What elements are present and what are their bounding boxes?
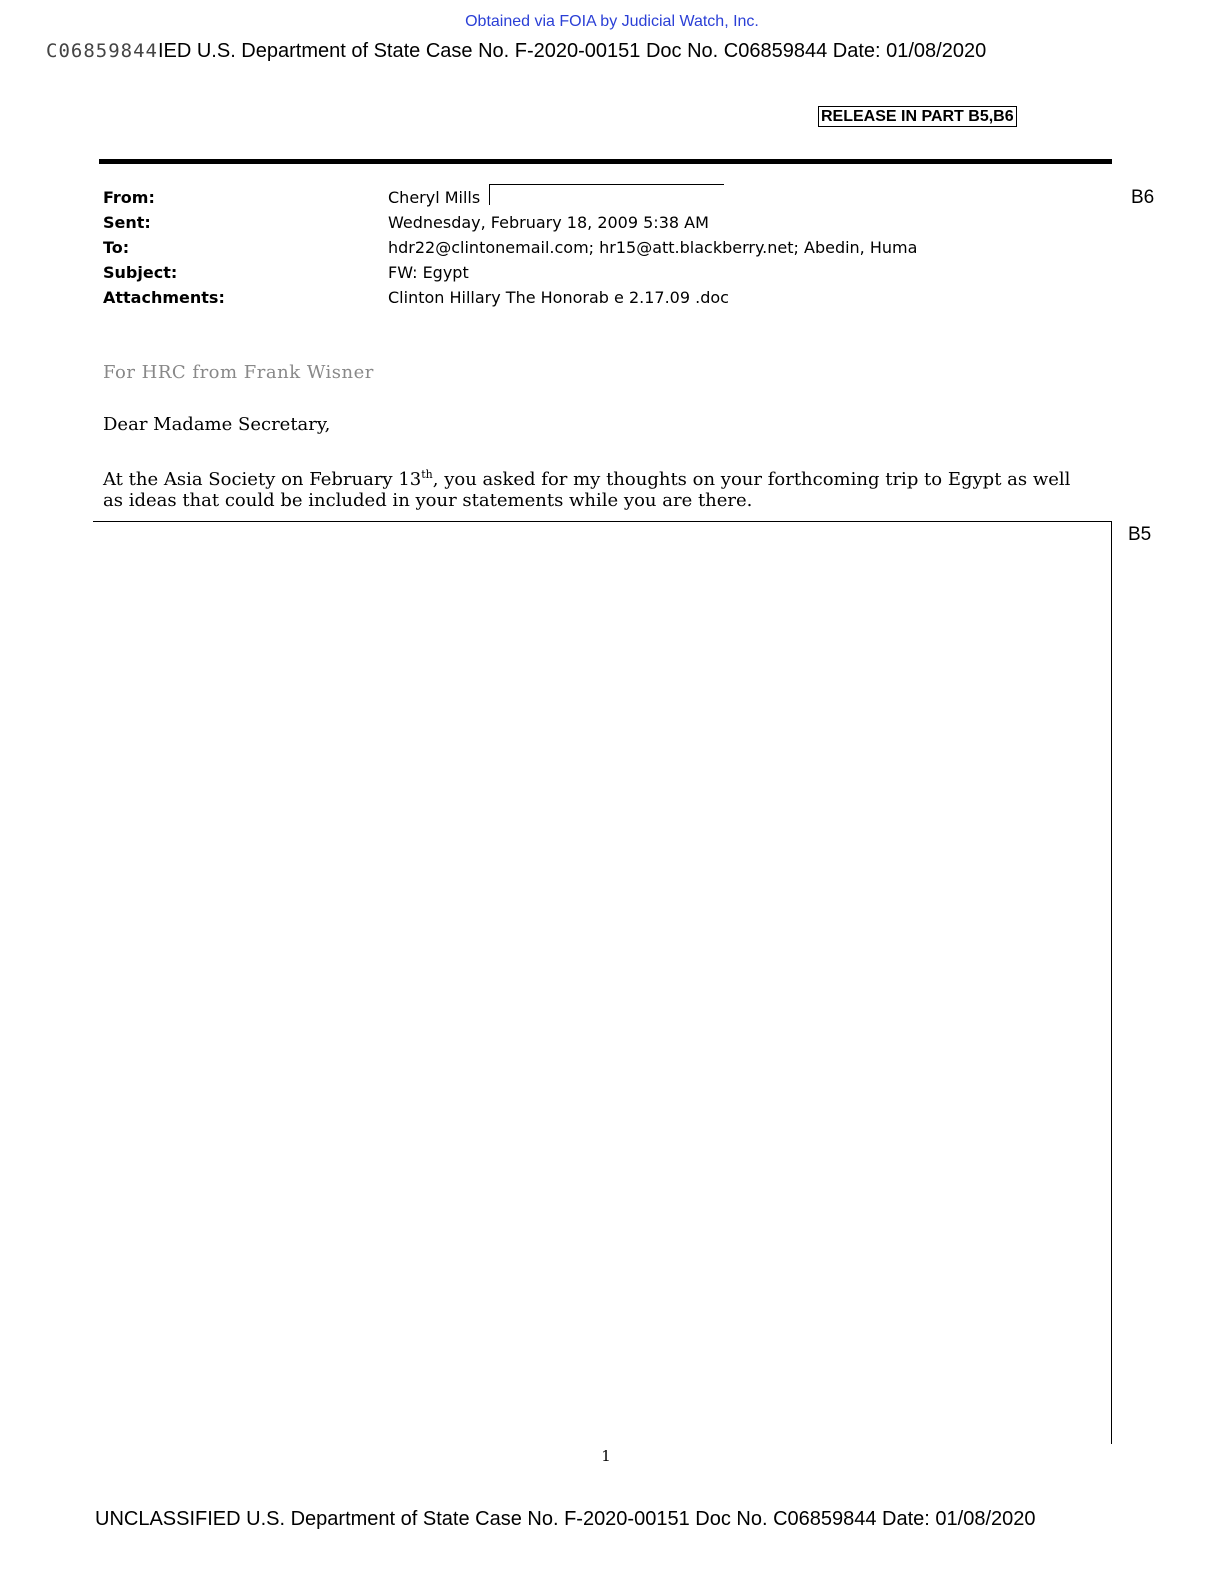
page-number: 1 — [601, 1447, 611, 1465]
to-label: To: — [103, 238, 130, 257]
sent-value: Wednesday, February 18, 2009 5:38 AM — [388, 213, 709, 232]
redaction-region-b5 — [93, 521, 1112, 1444]
paragraph-line-1-a: At the Asia Society on February 13 — [103, 469, 422, 490]
redaction-code-b6: B6 — [1131, 187, 1155, 208]
header-divider — [99, 159, 1112, 164]
attachments-label: Attachments: — [103, 288, 225, 307]
redaction-code-b5: B5 — [1128, 524, 1152, 545]
salutation: Dear Madame Secretary, — [103, 414, 331, 435]
subject-value: FW: Egypt — [388, 263, 469, 282]
sent-label: Sent: — [103, 213, 151, 232]
subject-label: Subject: — [103, 263, 178, 282]
doc-id-prefix: C06859844 — [46, 40, 158, 62]
redaction-box-b6 — [489, 184, 724, 205]
paragraph-line-2: as ideas that could be included in your statements while you are there. — [103, 490, 753, 511]
document-footer: UNCLASSIFIED U.S. Department of State Case No. F-2020-00151 Doc No. C06859844 Date: 01/08/2020 — [95, 1508, 1036, 1530]
attachments-value: Clinton Hillary The Honorab e 2.17.09 .doc — [388, 288, 729, 307]
from-label: From: — [103, 188, 155, 207]
paragraph-line-1-b: , you asked for my thoughts on your forthcoming trip to Egypt as well — [432, 469, 1071, 490]
date-superscript: th — [421, 468, 433, 481]
to-value: hdr22@clintonemail.com; hr15@att.blackberry.net; Abedin, Huma — [388, 238, 918, 257]
forwarding-note: For HRC from Frank Wisner — [103, 362, 374, 383]
release-stamp: RELEASE IN PART B5,B6 — [818, 106, 1017, 127]
document-header — [46, 40, 986, 63]
foia-banner: Obtained via FOIA by Judicial Watch, Inc. — [465, 13, 759, 30]
from-value: Cheryl Mills — [388, 188, 481, 207]
header-text: IED U.S. Department of State Case No. F-2020-00151 Doc No. C06859844 Date: 01/08/2020 — [157, 40, 987, 62]
